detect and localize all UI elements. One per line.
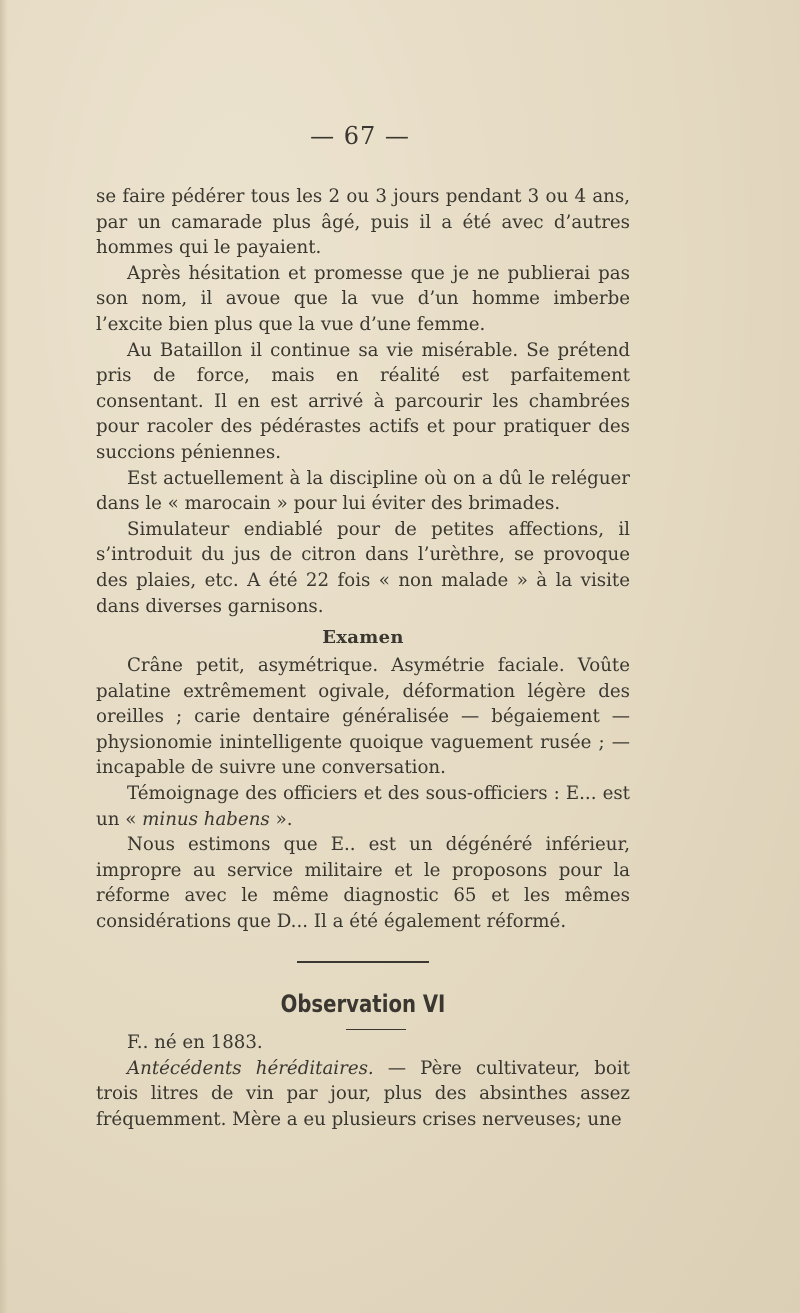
text-block <box>96 184 630 1133</box>
section-divider <box>297 961 429 963</box>
paragraph-text: Témoignage des officiers et des sous-officiers : E... est un « <box>96 783 630 830</box>
section-heading-observation: Observation VI <box>280 989 446 1018</box>
latin-phrase: minus habens <box>142 808 270 830</box>
section-heading-examen: Examen <box>322 627 404 649</box>
paragraph: Crâne petit, asymétrique. Asymétrie faciale. Voûte palatine extrêmement ogivale, déformation légère des oreilles ; carie dentaire généralisée — bégaiement — physionomie inintelligente quoique vaguement rusée ; — incapable de suivre une conversation. <box>96 655 630 779</box>
page-edge-shadow <box>0 0 8 1313</box>
paragraph: Est actuellement à la discipline où on a dû le reléguer dans le « marocain » pour lui éviter des brimades. <box>96 467 630 515</box>
paragraph <box>96 1056 630 1133</box>
paragraph: Simulateur endiablé pour de petites affections, il s’introduit du jus de citron dans l’urèthre, se provoque des plaies, etc. A été 22 fois « non malade » à la visite dans diverses garnisons. <box>96 518 630 617</box>
paragraph: Après hésitation et promesse que je ne publierai pas son nom, il avoue que la vue d’un homme imberbe l’excite bien plus que la vue d’une femme. <box>96 262 630 335</box>
paragraph: Au Bataillon il continue sa vie misérable. Se prétend pris de force, mais en réalité est parfaitement consentant. Il en est arrivé à parcourir les chambrées pour racoler des pédérastes actifs et pour pratiquer des succions péniennes. <box>96 339 630 463</box>
paragraph <box>96 781 630 832</box>
paragraph: se faire pédérer tous les 2 ou 3 jours pendant 3 ou 4 ans, par un camarade plus âgé, puis il a été avec d’autres hommes qui le payaient. <box>96 186 630 259</box>
subsection-label: Antécédents héréditaires. <box>127 1057 374 1079</box>
paragraph-text: ». <box>275 808 293 830</box>
page-number: — 67 — <box>310 122 410 150</box>
paragraph-text: — Père cultivateur, boit trois litres de vin par jour, plus des absinthes assez fréquemment. Mère a eu plusieurs crises nerveuses; une <box>96 1057 630 1130</box>
paragraph: Nous estimons que E.. est un dégénéré inférieur, impropre au service militaire et le proposons pour la réforme avec le même diagnostic 65 et les mêmes considérations que D... Il a été également réformé. <box>96 834 630 933</box>
paragraph: F.. né en 1883. <box>127 1032 263 1054</box>
